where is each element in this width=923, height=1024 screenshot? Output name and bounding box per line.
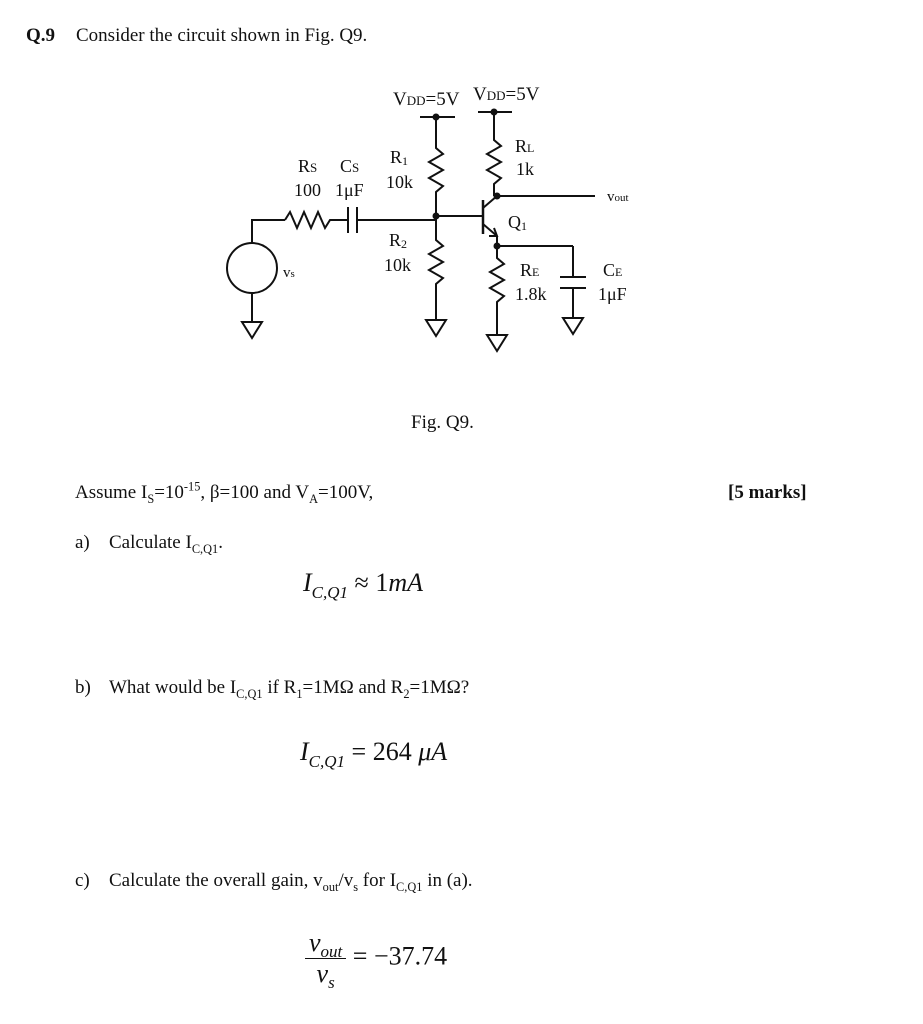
r2-resistor — [429, 216, 443, 320]
ground-icon — [242, 322, 262, 338]
cs-value: 1μF — [335, 180, 364, 200]
vdd2-label: VDD=5V — [473, 84, 540, 105]
re-resistor — [490, 246, 504, 335]
re-value: 1.8k — [515, 284, 547, 304]
rs-value: 100 — [294, 180, 321, 200]
marks-badge: [5 marks] — [728, 482, 807, 503]
vs-label: vs — [283, 265, 295, 281]
vs-source — [227, 243, 277, 293]
part-c-answer: $\frac{v_{out}}{v_s}$ = −37.74 — [305, 928, 447, 989]
r1-resistor — [429, 117, 443, 216]
r1-value: 10k — [386, 172, 413, 192]
question-number: Q.9 — [26, 25, 56, 46]
rl-value: 1k — [516, 159, 534, 179]
circuit-diagram — [0, 0, 923, 400]
assumptions-text: Assume $I_S=10^{-15}$, β=100 and $V_A=100V$, — [75, 479, 374, 506]
part-b-answer: $I_{C,Q1} = 264$ μA — [300, 737, 448, 771]
rl-label: RL — [515, 136, 535, 156]
part-c-question: Calculate the overall gain, $v_{out}/v_s$ for $I_{C,Q1}$ in (a). — [109, 870, 473, 894]
rs-label: RS — [298, 156, 318, 176]
vdd1-label: VDD=5V — [393, 89, 460, 110]
ground-icon — [563, 318, 583, 334]
part-a-answer: $I_{C,Q1} \approx 1mA$ — [303, 568, 423, 602]
figure-caption: Fig. Q9. — [411, 412, 474, 433]
part-b-letter: b) — [75, 677, 91, 698]
ce-label: CE — [603, 260, 623, 280]
rl-resistor — [487, 112, 501, 196]
part-c-letter: c) — [75, 870, 90, 891]
part-b-question: What would be $I_{C,Q1}$ if $R_1=1M\Omega$ and $R_2=1M\Omega$? — [109, 677, 470, 701]
q1-label: Q1 — [508, 212, 527, 233]
rs-resistor — [285, 212, 348, 228]
re-label: RE — [520, 260, 540, 280]
part-a-question: Calculate $I_{C,Q1}$. — [109, 532, 223, 556]
ground-icon — [426, 320, 446, 336]
r1-label: R1 — [390, 147, 409, 168]
part-a-letter: a) — [75, 532, 90, 553]
ce-value: 1μF — [598, 284, 627, 304]
r2-label: R2 — [389, 230, 408, 251]
r2-value: 10k — [384, 255, 411, 275]
vout-label: vout — [607, 189, 629, 205]
gain-fraction: $\frac{v_{out}}{v_s}$ — [305, 928, 346, 989]
ground-icon — [487, 335, 507, 351]
question-prompt: Consider the circuit shown in Fig. Q9. — [76, 25, 368, 46]
cs-label: CS — [340, 156, 360, 176]
